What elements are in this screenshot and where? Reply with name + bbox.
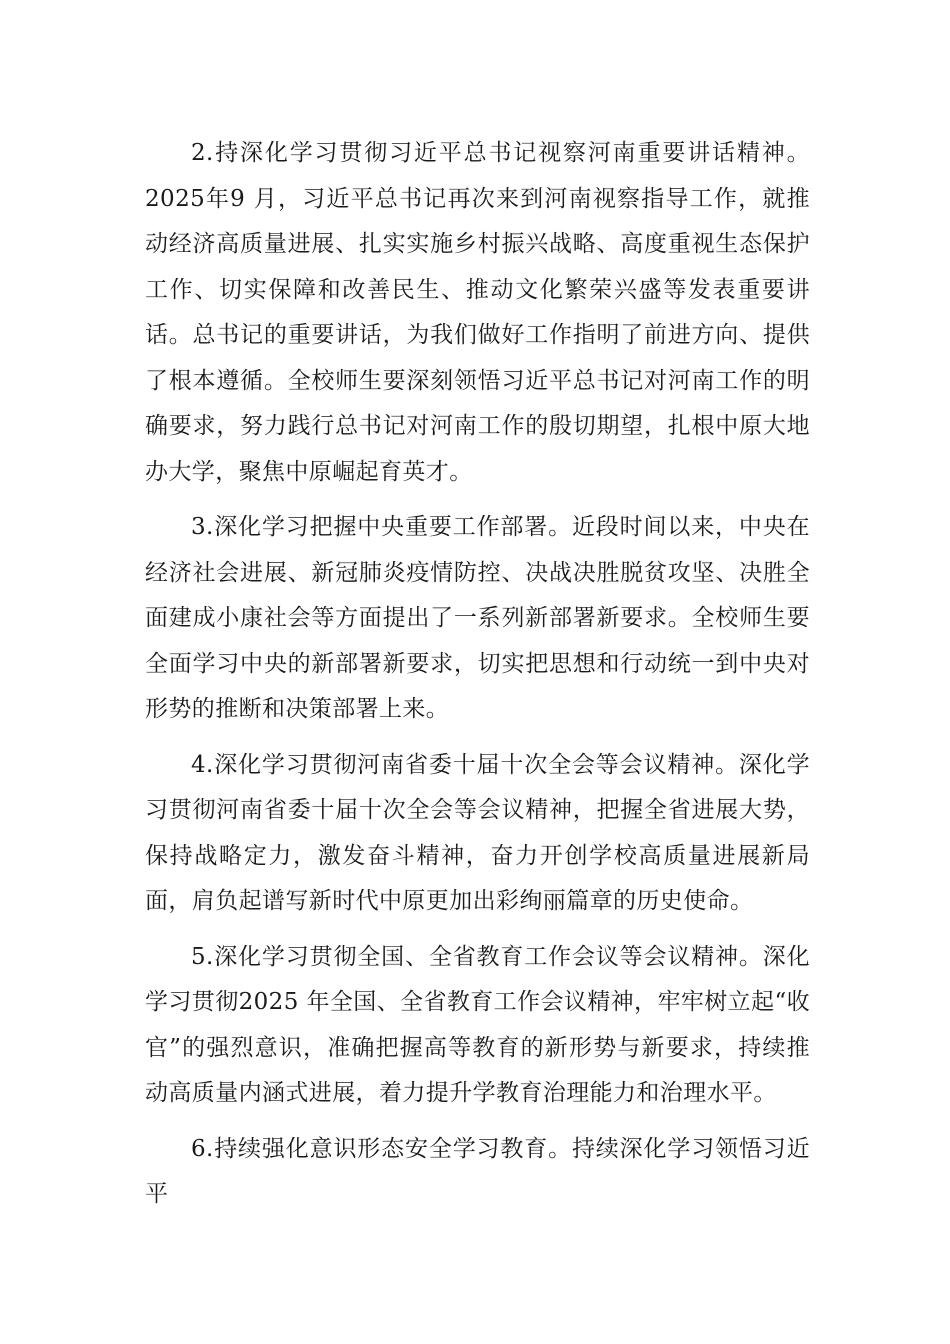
paragraph-item-5: 5.深化学习贯彻全国、全省教育工作会议等会议精神。深化学习贯彻2025 年全国、全省教育工作会议精神，牢牢树立起“收官”的强烈意识，准确把握高等教育的新形势与新要求，持续推动高质量内涵式进展，着力提升学教育治理能力和治理水平。 [145,943,811,1106]
paragraph-item-2: 2.持深化学习贯彻习近平总书记视察河南重要讲话精神。2025年9 月，习近平总书记再次来到河南视察指导工作，就推动经济高质量进展、扎实实施乡村振兴战略、高度重视生态保护工作、切实保障和改善民生、推动文化繁荣兴盛等发表重要讲话。总书记的重要讲话，为我们做好工作指明了前进方向、提供了根本遵循。全校师生要深刻领悟习近平总书记对河南工作的明确要求，努力践行总书记对河南工作的殷切期望，扎根中原大地办大学，聚焦中原崛起育英才。 [145,140,810,485]
document-body [145,131,810,1228]
paragraph-item-6: 6.持续强化意识形态安全学习教育。持续深化学习领悟习近平 [145,1135,810,1207]
paragraph-item-4: 4.深化学习贯彻河南省委十届十次全会等会议精神。深化学习贯彻河南省委十届十次全会等会议精神，把握全省进展大势，保持战略定力，激发奋斗精神，奋力开创学校高质量进展新局面，肩负起谱写新时代中原更加出彩绚丽篇章的历史使命。 [145,751,810,914]
paragraph-item-3: 3.深化学习把握中央重要工作部署。近段时间以来，中央在经济社会进展、新冠肺炎疫情防控、决战决胜脱贫攻坚、决胜全面建成小康社会等方面提出了一系列新部署新要求。全校师生要全面学习中央的新部署新要求，切实把思想和行动统一到中央对形势的推断和决策部署上来。 [145,514,810,722]
